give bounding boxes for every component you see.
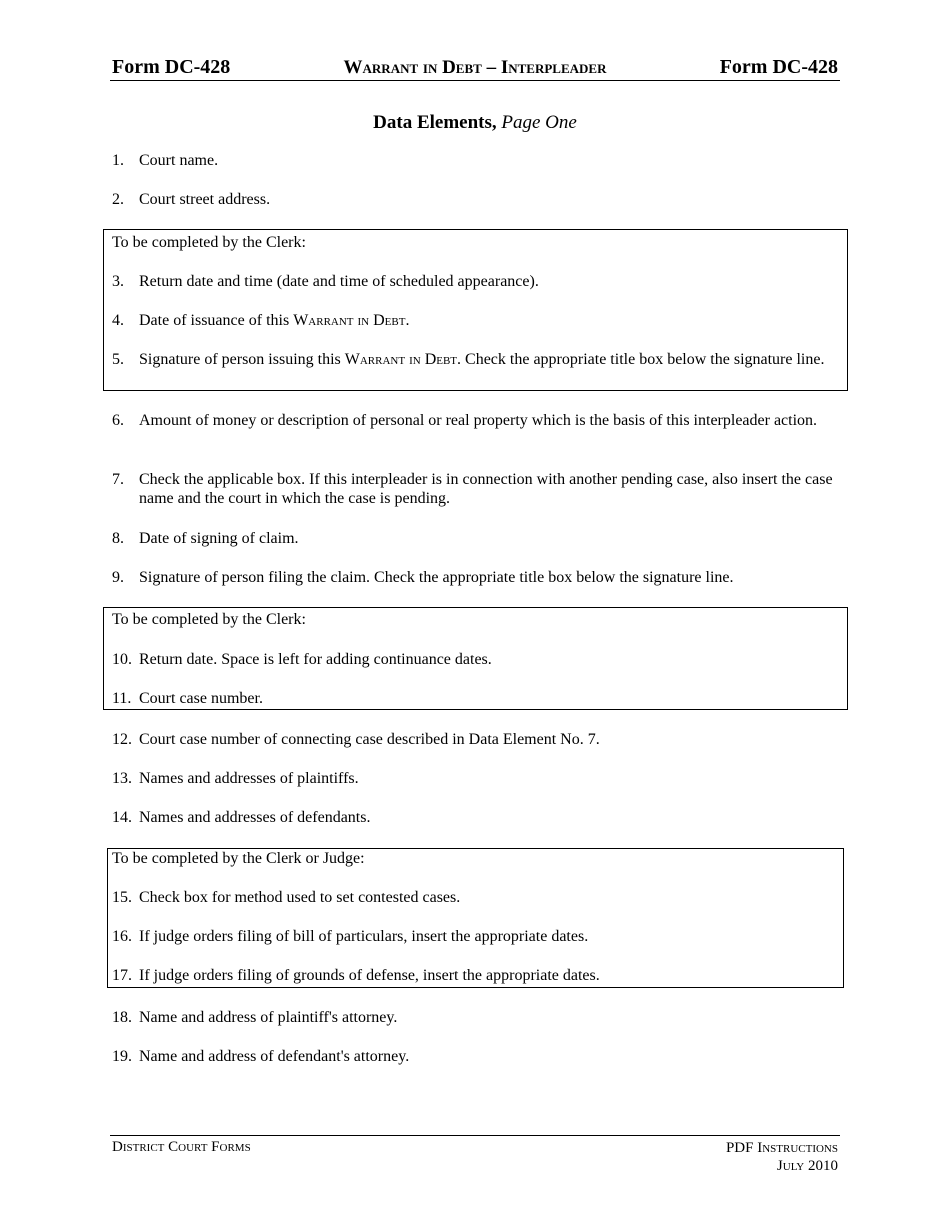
- item-text: Names and addresses of defendants.: [139, 809, 371, 826]
- data-element-10: [112, 650, 842, 669]
- page-title: [0, 112, 950, 134]
- data-element-19: [112, 1047, 842, 1066]
- item-number: 8.: [112, 530, 124, 547]
- item-number: 5.: [112, 351, 124, 368]
- item-text: Signature of person filing the claim. Check the appropriate title box below the signature line.: [139, 569, 734, 586]
- item-number: 16.: [112, 928, 132, 945]
- item-text: Name and address of plaintiff's attorney.: [139, 1009, 398, 1026]
- item-text: Return date and time (date and time of scheduled appearance).: [139, 273, 539, 290]
- footer-left: District Court Forms: [112, 1139, 251, 1155]
- item-number: 4.: [112, 312, 124, 329]
- data-element-18: [112, 1008, 842, 1027]
- item-text: Court case number.: [139, 690, 263, 707]
- data-element-4: [112, 311, 842, 330]
- item-number: 11.: [112, 690, 132, 707]
- item-text: Return date. Space is left for adding continuance dates.: [139, 651, 492, 668]
- clerk-judge-box-label: To be completed by the Clerk or Judge:: [112, 850, 365, 867]
- item-text: Amount of money or description of personal or real property which is the basis of this interpleader action.: [139, 412, 818, 429]
- data-element-9: [112, 568, 842, 587]
- item-number: 18.: [112, 1009, 132, 1026]
- item-text: Name and address of defendant's attorney.: [139, 1048, 410, 1065]
- item-number: 17.: [112, 967, 132, 984]
- item-text: Check box for method used to set contested cases.: [139, 889, 461, 906]
- item-number: 12.: [112, 731, 132, 748]
- page-title-main: Data Elements,: [373, 112, 497, 133]
- data-element-17: [112, 966, 842, 985]
- data-element-15: [112, 888, 842, 907]
- item-text: Names and addresses of plaintiffs.: [139, 770, 359, 787]
- item-number: 9.: [112, 569, 124, 586]
- data-element-7: [112, 470, 842, 508]
- item-text-pre: Signature of person issuing this: [139, 351, 345, 368]
- data-element-3: [112, 272, 842, 291]
- footer-right-line1: PDF Instructions: [725, 1140, 838, 1156]
- data-element-8: [112, 529, 842, 548]
- item-text-post: .: [405, 312, 410, 329]
- page-title-sub: Page One: [501, 112, 577, 133]
- footer-right-line2: July 2010: [776, 1158, 838, 1174]
- item-number: 10.: [112, 651, 132, 668]
- page-footer: [110, 1135, 840, 1174]
- item-text-smallcaps: Warrant in Debt: [344, 351, 458, 368]
- data-element-1: [112, 151, 842, 170]
- item-number: 15.: [112, 889, 132, 906]
- clerk-box-2-label: To be completed by the Clerk:: [112, 611, 306, 628]
- item-number: 7.: [112, 471, 124, 488]
- data-element-16: [112, 927, 842, 946]
- item-text-pre: Date of issuance of this: [139, 312, 294, 329]
- clerk-box-1-label: To be completed by the Clerk:: [112, 234, 306, 251]
- item-number: 1.: [112, 152, 124, 169]
- data-element-2: [112, 190, 842, 209]
- form-number-right: Form DC-428: [719, 56, 838, 78]
- item-text: Court name.: [139, 152, 219, 169]
- item-text: If judge orders filing of bill of particulars, insert the appropriate dates.: [139, 928, 589, 945]
- item-number: 3.: [112, 273, 124, 290]
- item-text-post: . Check the appropriate title box below the signature line.: [457, 351, 825, 368]
- item-text: Check the applicable box. If this interpleader is in connection with another pending case, also insert the case name and the court in which the case is pending.: [139, 471, 833, 507]
- data-element-14: [112, 808, 842, 827]
- item-number: 14.: [112, 809, 132, 826]
- data-element-6: [112, 411, 842, 430]
- footer-right: [726, 1139, 838, 1175]
- data-element-5: [112, 350, 842, 369]
- data-element-11: [112, 689, 842, 708]
- data-element-13: [112, 769, 842, 788]
- item-text: [139, 311, 842, 330]
- item-text-smallcaps: Warrant in Debt: [293, 312, 406, 329]
- form-title: Warrant in Debt – Interpleader: [343, 57, 607, 78]
- item-text: [139, 350, 842, 369]
- form-number-left: Form DC-428: [112, 56, 231, 78]
- data-element-12: [112, 730, 842, 749]
- item-text: Date of signing of claim.: [139, 530, 299, 547]
- item-text: Court street address.: [139, 191, 271, 208]
- item-number: 19.: [112, 1048, 132, 1065]
- item-text: If judge orders filing of grounds of defense, insert the appropriate dates.: [139, 967, 600, 984]
- item-number: 6.: [112, 412, 124, 429]
- item-number: 2.: [112, 191, 124, 208]
- page-header: [110, 56, 840, 81]
- item-text: Court case number of connecting case described in Data Element No. 7.: [139, 731, 600, 748]
- item-number: 13.: [112, 770, 132, 787]
